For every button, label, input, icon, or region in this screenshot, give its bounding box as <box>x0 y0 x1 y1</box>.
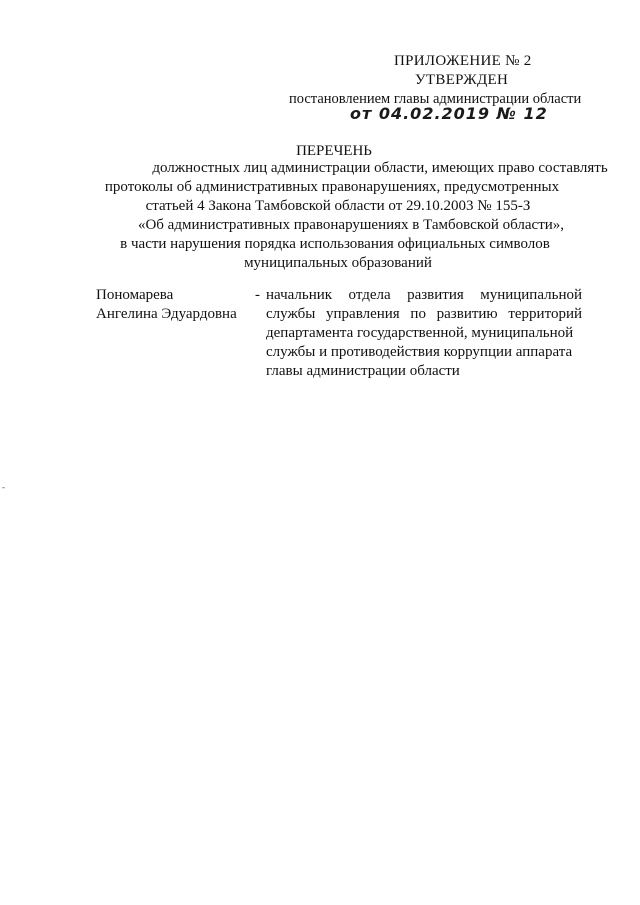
subtitle-line: протоколы об административных правонарушениях, предусмотренных <box>104 179 560 195</box>
official-position <box>266 286 582 381</box>
position-line: департамента государственной, муниципальной <box>266 325 574 341</box>
subtitle-line: статьей 4 Закона Тамбовской области от 29.10.2003 № 155-З <box>145 198 531 214</box>
position-line: службы управления по развитию территорий <box>266 306 582 322</box>
position-line: службы и противодействия коррупции аппарата <box>266 344 573 360</box>
document-title: ПЕРЕЧЕНЬ <box>296 143 372 159</box>
document-subtitle <box>100 159 620 273</box>
entry-dash: - <box>255 287 260 303</box>
official-name <box>96 286 237 324</box>
subtitle-line: должностных лиц администрации области, имеющих право составлять <box>152 160 608 176</box>
official-given-names: Ангелина Эдуардовна <box>96 306 237 322</box>
appendix-number: ПРИЛОЖЕНИЕ № 2 <box>394 53 532 69</box>
position-line: начальник отдела развития муниципальной <box>266 287 582 303</box>
subtitle-line: муниципальных образований <box>244 255 432 271</box>
decree-reference: постановлением главы администрации области <box>289 91 582 107</box>
official-surname: Пономарева <box>96 287 174 303</box>
approved-label: УТВЕРЖДЕН <box>415 72 509 88</box>
handwritten-date-number: от 04.02.2019 № 12 <box>350 104 548 123</box>
margin-mark: - <box>2 482 5 492</box>
subtitle-line: в части нарушения порядка использования официальных символов <box>120 236 550 252</box>
position-line: главы администрации области <box>266 363 460 379</box>
subtitle-line: «Об административных правонарушениях в Тамбовской области», <box>137 217 565 233</box>
